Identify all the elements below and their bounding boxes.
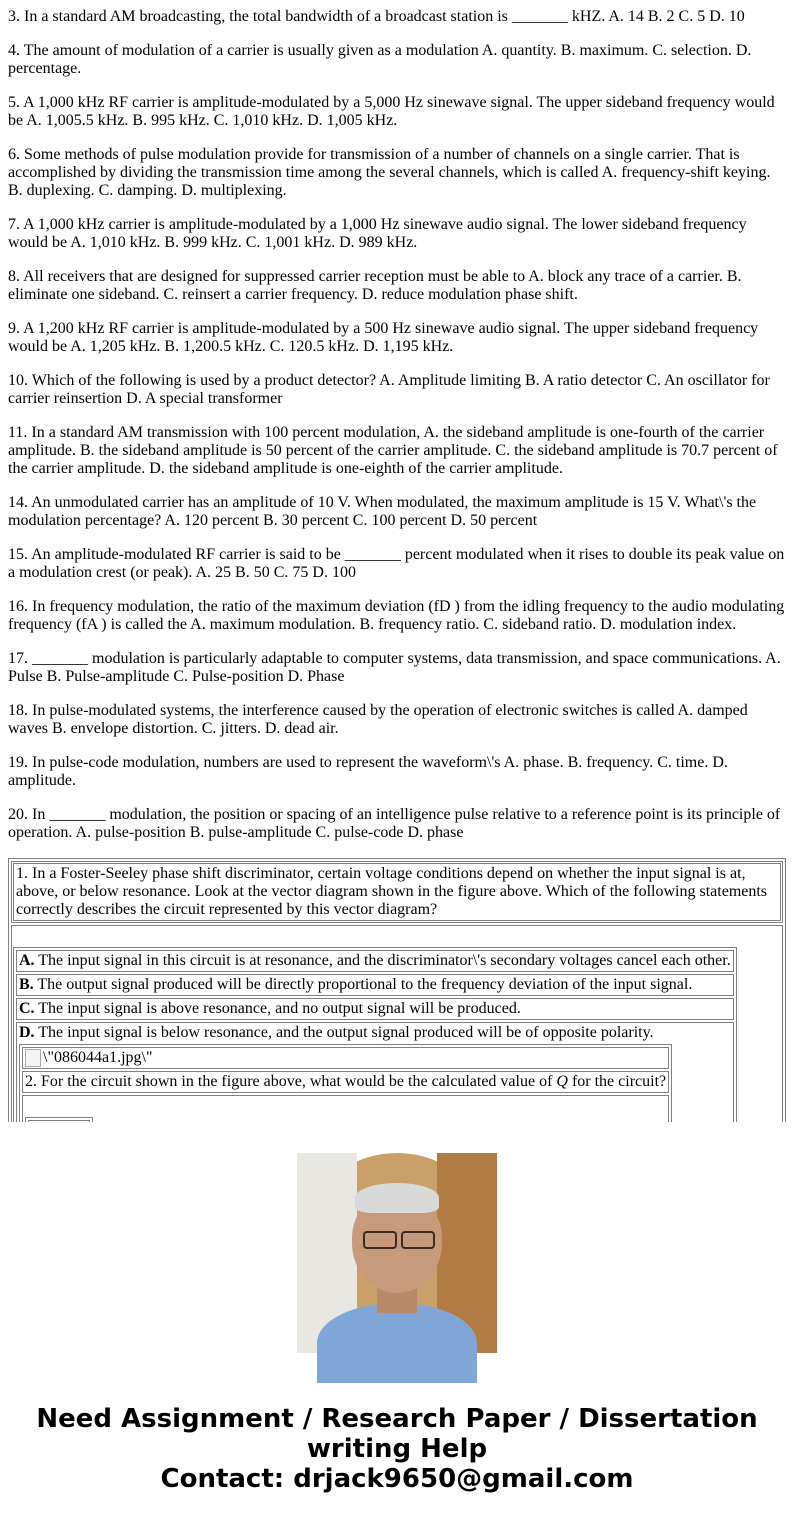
question-item: 16. In frequency modulation, the ratio of the maximum deviation (fD ) from the idling frequency to the audio modulating frequency (fA ) is called the A. maximum modulation. B. frequency ratio. C. sideband ratio. D. modulation index. [8, 598, 785, 633]
broken-image [22, 1047, 669, 1069]
option-a [16, 950, 734, 972]
promo-line-2: writing Help [306, 1434, 488, 1464]
question-item: 3. In a standard AM broadcasting, the total bandwidth of a broadcast station is _______ kHZ. A. 14 B. 2 C. 5 D. 10 [8, 8, 745, 25]
question-item: 18. In pulse-modulated systems, the interference caused by the operation of electronic switches is called A. damped waves B. envelope distortion. C. jitters. D. dead air. [8, 702, 748, 737]
question-2-prefix: 2. For the circuit shown in the figure above, what would be the calculated value of [25, 1073, 557, 1091]
question-item: 19. In pulse-code modulation, numbers are used to represent the waveform\'s A. phase. B. frequency. C. time. D. amplitude. [8, 754, 728, 789]
promo-line-1: Need Assignment / Research Paper / Dissertation [36, 1404, 758, 1434]
question-item: 17. _______ modulation is particularly adaptable to computer systems, data transmission, and space communications. A. Pulse B. Pulse-amplitude C. Pulse-position D. Phase [8, 650, 781, 685]
option-letter: D. [19, 1024, 35, 1041]
image-alt-text: \"086044a1.jpg\" [43, 1049, 153, 1066]
question-table [8, 858, 786, 1160]
avatar [297, 1153, 497, 1353]
promo-text [0, 1404, 794, 1494]
option-letter: C. [19, 1000, 35, 1017]
question-item: 11. In a standard AM transmission with 100 percent modulation, A. the sideband amplitude is one-fourth of the carrier amplitude. B. the sideband amplitude is 50 percent of the carrier amplitude. C. the sideband amplitude is 70.7 percent of the carrier amplitude. D. the sideband amplitude is one-eighth of the carrier amplitude. [8, 424, 778, 477]
option-text: The input signal is above resonance, and no output signal will be produced. [34, 1000, 521, 1017]
question-item: 9. A 1,200 kHz RF carrier is amplitude-modulated by a 500 Hz sinewave audio signal. The upper sideband frequency would be A. 1,205 kHz. B. 1,200.5 kHz. C. 120.5 kHz. D. 1,195 kHz. [8, 320, 759, 355]
question-item: 7. A 1,000 kHz carrier is amplitude-modulated by a 1,000 Hz sinewave audio signal. The lower sideband frequency would be A. 1,010 kHz. B. 999 kHz. C. 1,001 kHz. D. 989 kHz. [8, 216, 747, 251]
question-1-text: 1. In a Foster-Seeley phase shift discriminator, certain voltage conditions depend on whether the input signal is at, above, or below resonance. Look at the vector diagram shown in the figure above. Which of the following statements correctly describes the circuit represented by this vector diagram? [13, 863, 781, 921]
option-b [16, 974, 734, 996]
option-c [16, 998, 734, 1020]
option-text: The output signal produced will be directly proportional to the frequency deviation of the input signal. [33, 976, 693, 993]
question-2-variable: Q [556, 1073, 568, 1091]
question-item: 20. In _______ modulation, the position or spacing of an intelligence pulse relative to a reference point is its principle of operation. A. pulse-position B. pulse-amplitude C. pulse-code D. phase [8, 806, 781, 841]
question-item: 14. An unmodulated carrier has an amplitude of 10 V. When modulated, the maximum amplitude is 15 V. What\'s the modulation percentage? A. 120 percent B. 30 percent C. 100 percent D. 50 percent [8, 494, 757, 529]
question-item: 15. An amplitude-modulated RF carrier is said to be _______ percent modulated when it rises to double its peak value on a modulation crest (or peak). A. 25 B. 50 C. 75 D. 100 [8, 546, 785, 581]
question-item: 8. All receivers that are designed for suppressed carrier reception must be able to A. block any trace of a carrier. B. eliminate one sideband. C. reinsert a carrier frequency. D. reduce modulation phase shift. [8, 268, 742, 303]
promo-contact[interactable]: Contact: drjack9650@gmail.com [160, 1464, 634, 1494]
broken-image-icon [25, 1049, 41, 1067]
promo-banner [0, 1122, 794, 1523]
option-text: The input signal in this circuit is at resonance, and the discriminator\'s secondary voltages cancel each other. [34, 952, 731, 969]
question-2-suffix: for the circuit? [567, 1073, 667, 1091]
question-item: 6. Some methods of pulse modulation provide for transmission of a number of channels on a single carrier. That is accomplished by dividing the transmission time among the several channels, which is called A. frequency-shift keying. B. duplexing. C. damping. D. multiplexing. [8, 146, 771, 199]
question-1-cell [11, 861, 783, 923]
option-letter: B. [19, 976, 34, 993]
question-item: 4. The amount of modulation of a carrier is usually given as a modulation A. quantity. B. maximum. C. selection. D. percentage. [8, 42, 752, 77]
question-list [0, 8, 794, 842]
question-item: 10. Which of the following is used by a product detector? A. Amplitude limiting B. A ratio detector C. An oscillator for carrier reinsertion D. A special transformer [8, 372, 770, 407]
question-item: 5. A 1,000 kHz RF carrier is amplitude-modulated by a 5,000 Hz sinewave signal. The upper sideband frequency would be A. 1,005.5 kHz. B. 995 kHz. C. 1,010 kHz. D. 1,005 kHz. [8, 94, 775, 129]
question-2-text [22, 1071, 669, 1093]
option-text: The input signal is below resonance, and the output signal produced will be of opposite polarity. [34, 1024, 654, 1041]
option-letter: A. [19, 952, 35, 969]
